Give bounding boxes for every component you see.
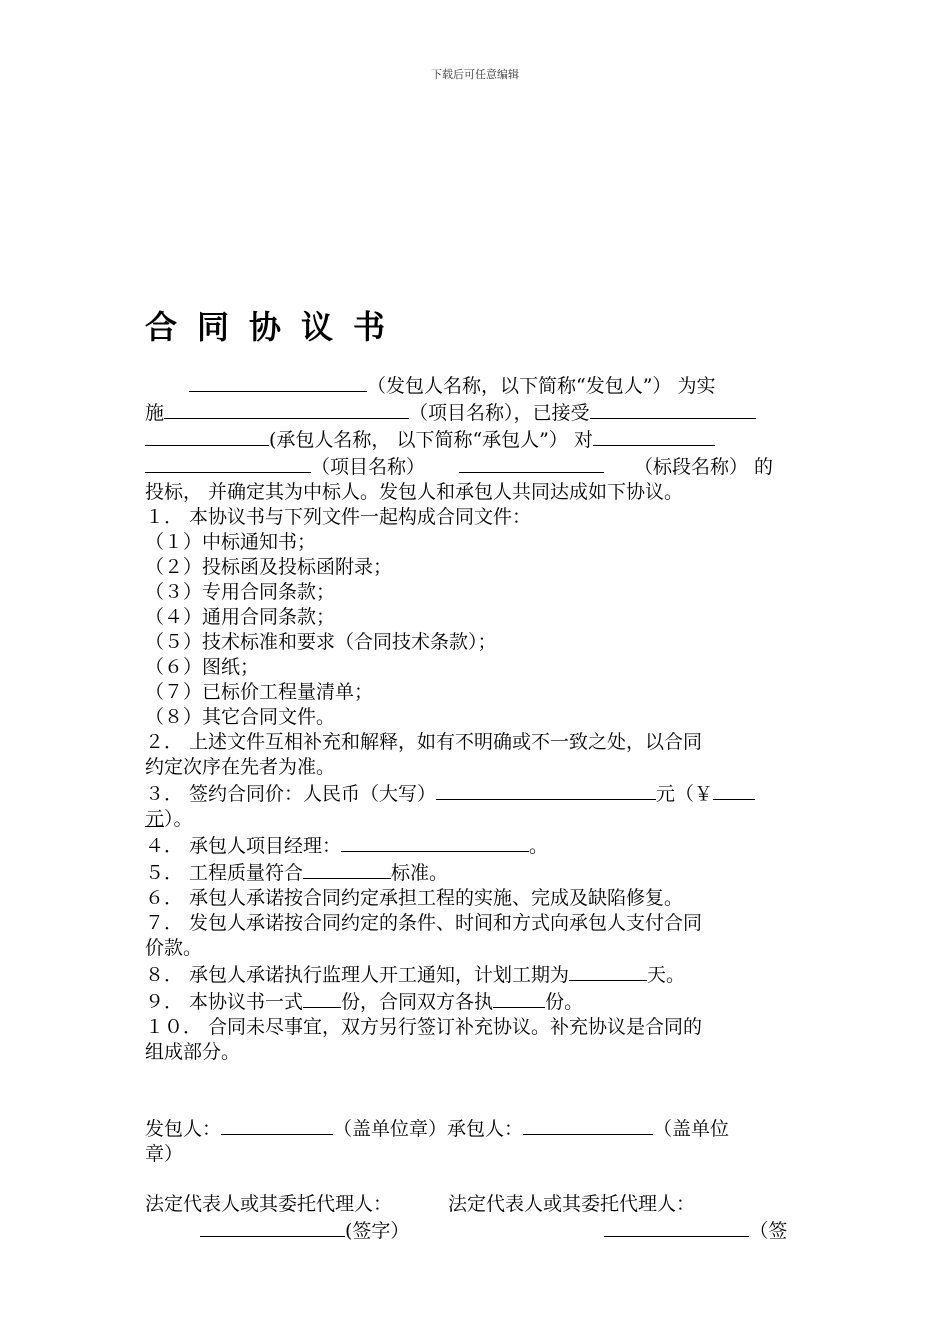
page-header-note: 下载后可任意编辑 (431, 68, 519, 81)
item-text: 标准。 (391, 862, 449, 884)
signature-text: （盖单位章）承包人： (333, 1118, 524, 1140)
doc-item: （８）其它合同文件。 (145, 706, 336, 728)
item-1: １． 本协议书与下列文件一起构成合同文件： (145, 506, 532, 528)
doc-item: （４）通用合同条款； (145, 606, 336, 628)
section-name-blank[interactable] (459, 453, 604, 473)
item-text: 元 (145, 808, 165, 830)
signature-text: 法定代表人或其委托代理人： (145, 1193, 393, 1215)
intro-text: （发包人名称，以下简称“发包人”） 为实 (367, 375, 716, 397)
intro-line-2 (145, 399, 805, 426)
item-text: 天。 (647, 964, 686, 986)
item-text: ４． 承包人项目经理： (145, 835, 342, 857)
intro-line-1 (145, 372, 805, 399)
employer-signature-blank[interactable] (200, 1217, 345, 1237)
intro-text: (承包人名称， 以下简称“承包人”） 对 (269, 429, 593, 451)
item-3-line-2 (145, 807, 805, 832)
signature-line-1 (145, 1115, 805, 1142)
item-text: ）。 (164, 808, 193, 830)
project-manager-blank[interactable] (341, 832, 529, 852)
item-4 (145, 832, 805, 859)
accepted-blank[interactable] (590, 399, 756, 419)
item-9 (145, 988, 805, 1015)
document-body (145, 372, 805, 1244)
item-10-line-2: 组成部分。 (145, 1041, 241, 1063)
signature-text: 发包人： (145, 1118, 222, 1140)
item-7-line-1: ７． 发包人承诺按合同约定的条件、时间和方式向承包人支付合同 (145, 912, 703, 934)
intro-text: 施 (145, 402, 165, 424)
project-name-blank-2[interactable] (145, 453, 311, 473)
signature-text: （签 (749, 1220, 788, 1242)
doc-item: （２）投标函及投标函附录； (145, 556, 393, 578)
contractor-signature-blank[interactable] (604, 1217, 749, 1237)
contract-price-number-blank[interactable] (713, 780, 755, 800)
item-2-line-2: 约定次序在先者为准。 (145, 756, 336, 778)
contract-price-words-blank[interactable] (436, 780, 656, 800)
doc-item: （３）专用合同条款； (145, 581, 336, 603)
doc-item: （７）已标价工程量清单； (145, 681, 374, 703)
item-text: 份。 (545, 991, 584, 1013)
item-text: ８． 承包人承诺执行监理人开工通知，计划工期为 (145, 964, 570, 986)
item-text: ３． 签约合同价：人民币（大写） (145, 783, 437, 805)
item-text: ５． 工程质量符合 (145, 862, 304, 884)
representative-line (145, 1192, 805, 1217)
item-text: ９． 本协议书一式 (145, 991, 304, 1013)
doc-item: （６）图纸； (145, 656, 260, 678)
contractor-seal-blank[interactable] (523, 1115, 653, 1135)
duration-blank[interactable] (569, 961, 647, 981)
signature-text: 法定代表人或其委托代理人： (448, 1193, 696, 1215)
target-blank[interactable] (593, 426, 715, 446)
quality-standard-blank[interactable] (303, 859, 391, 879)
signature-line-2: 章） (145, 1143, 184, 1165)
item-6: ６． 承包人承诺按合同约定承担工程的实施、完成及缺陷修复。 (145, 887, 684, 909)
item-2-line-1: ２． 上述文件互相补充和解释，如有不明确或不一致之处，以合同 (145, 731, 703, 753)
signature-text: (签字） (345, 1220, 410, 1242)
signature-text: （盖单位 (653, 1118, 730, 1140)
item-text: 份，合同双方各执 (341, 991, 494, 1013)
intro-line-4 (145, 453, 805, 480)
item-text: 元（￥ (656, 783, 714, 805)
doc-item: （５）技术标准和要求（合同技术条款）； (145, 631, 497, 653)
intro-text: （标段名称） 的 (634, 456, 774, 478)
intro-line-3 (145, 426, 805, 453)
employer-name-blank[interactable] (189, 372, 367, 392)
item-7-line-2: 价款。 (145, 937, 203, 959)
intro-line-5: 投标， 并确定其为中标人。发包人和承包人共同达成如下协议。 (145, 481, 684, 503)
intro-text: （项目名称），已接受 (409, 402, 590, 424)
document-title: 合同协议书 (145, 308, 406, 346)
item-text: 。 (529, 835, 549, 857)
copies-total-blank[interactable] (303, 988, 341, 1008)
employer-seal-blank[interactable] (221, 1115, 333, 1135)
project-name-blank[interactable] (164, 399, 409, 419)
intro-text: （项目名称） (311, 456, 426, 478)
sign-line (145, 1217, 805, 1244)
doc-item: （１）中标通知书； (145, 531, 317, 553)
copies-each-blank[interactable] (493, 988, 545, 1008)
item-3-line-1 (145, 780, 805, 807)
item-8 (145, 961, 805, 988)
item-10-line-1: １０． 合同未尽事宜，双方另行签订补充协议。补充协议是合同的 (145, 1016, 703, 1038)
item-5 (145, 859, 805, 886)
contractor-name-blank[interactable] (145, 426, 269, 446)
